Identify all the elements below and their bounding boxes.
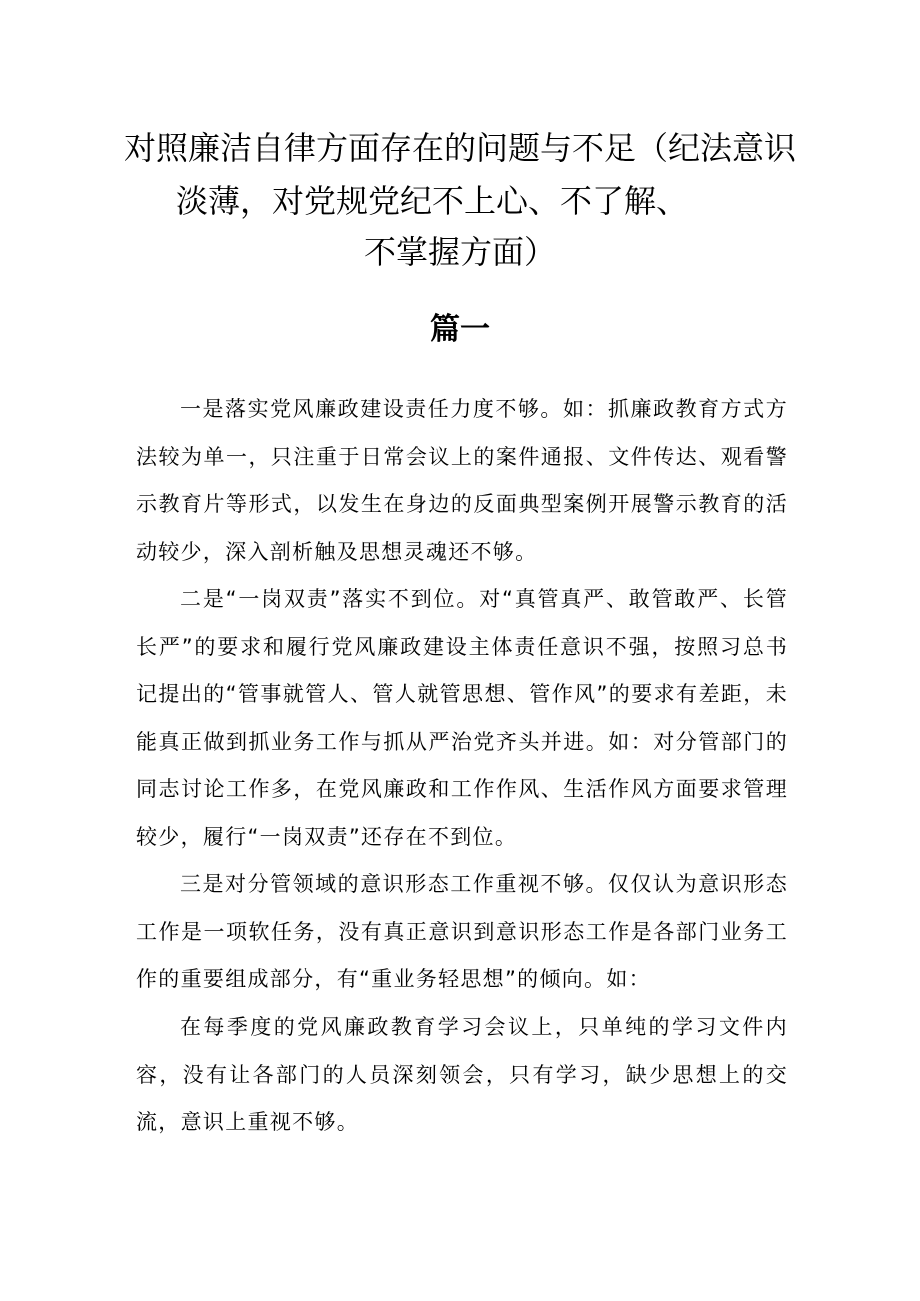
document-title-line-1: 对照廉洁自律方面存在的问题与不足（纪法意识 bbox=[123, 129, 796, 167]
paragraph-4: 在每季度的党风廉政教育学习会议上，只单纯的学习文件内容，没有让各部门的人员深刻领会，只有学习，缺少思想上的交流，意识上重视不够。 bbox=[136, 1015, 788, 1135]
document-title-line-2: 淡薄，对党规党纪不上心、不了解、 bbox=[176, 182, 689, 220]
paragraph-1: 一是落实党风廉政建设责任力度不够。如：抓廉政教育方式方法较为单一，只注重于日常会议上的案件通报、文件传达、观看警示教育片等形式，以发生在身边的反面典型案例开展警示教育的活动较少，深入剖析触及思想灵魂还不够。 bbox=[136, 397, 788, 564]
section-heading: 篇一 bbox=[430, 312, 490, 347]
paragraph-3: 三是对分管领域的意识形态工作重视不够。仅仅认为意识形态工作是一项软任务，没有真正意识到意识形态工作是各部门业务工作的重要组成部分，有“重业务轻思想”的倾向。如： bbox=[136, 872, 788, 992]
paragraph-2: 二是“一岗双责”落实不到位。对“真管真严、敢管敢严、长管长严”的要求和履行党风廉政建设主体责任意识不强，按照习总书记提出的“管事就管人、管人就管思想、管作风”的要求有差距，未能真正做到抓业务工作与抓从严治党齐头并进。如：对分管部门的同志讨论工作多，在党风廉政和工作作风、生活作风方面要求管理较少，履行“一岗双责”还存在不到位。 bbox=[136, 587, 788, 849]
document-title-line-3: 不掌握方面） bbox=[363, 233, 556, 271]
